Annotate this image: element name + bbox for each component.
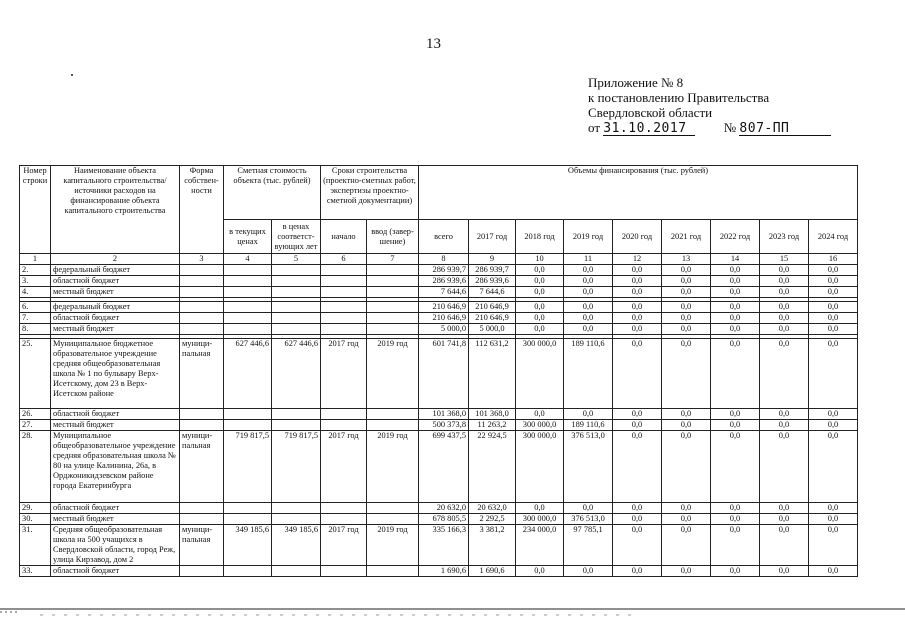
total-cell: 20 632,0 [419,503,469,514]
table-row [20,514,858,525]
year-value-cell: 2 292,5 [469,514,516,525]
header-year: 2023 год [760,220,809,254]
term-end-cell [367,503,419,514]
table-row [20,420,858,431]
year-value-cell: 0,0 [760,409,809,420]
term-end-cell [367,276,419,287]
year-value-cell: 0,0 [711,420,760,431]
year-value-cell: 210 646,9 [469,302,516,313]
object-name-cell: Муниципальное общеобразовательное учреждение средняя образовательная школа № 80 на улице Калинина, 26а, в Орджоникидзевском районе города Екатеринбурга [51,431,180,503]
ownership-cell [180,409,224,420]
header-term-end: ввод (завер-шение) [367,220,419,254]
year-value-cell: 0,0 [809,514,858,525]
total-cell: 101 368,0 [419,409,469,420]
column-number-cell: 4 [224,254,272,265]
row-number-cell: 8. [20,324,51,335]
term-start-cell [321,265,367,276]
header-total: всего [419,220,469,254]
year-value-cell: 0,0 [711,265,760,276]
year-value-cell: 0,0 [809,339,858,409]
object-name-cell: местный бюджет [51,287,180,298]
date-prefix: от [588,120,601,135]
object-name-cell: областной бюджет [51,276,180,287]
year-value-cell: 0,0 [516,265,564,276]
appendix-number: 807-ПП [739,122,831,136]
cost-years-cell: 627 446,6 [272,339,321,409]
year-value-cell: 0,0 [711,409,760,420]
year-value-cell: 0,0 [662,339,711,409]
cost-current-cell [224,324,272,335]
total-cell: 5 000,0 [419,324,469,335]
term-start-cell [321,514,367,525]
year-value-cell: 0,0 [613,302,662,313]
term-start-cell [321,313,367,324]
year-value-cell: 0,0 [662,287,711,298]
year-value-cell: 0,0 [516,276,564,287]
year-value-cell: 376 513,0 [564,431,613,503]
object-name-cell: федеральный бюджет [51,265,180,276]
year-value-cell: 0,0 [760,302,809,313]
cost-years-cell [272,514,321,525]
term-end-cell [367,514,419,525]
header-ownership: Форма собствен-ности [180,166,224,254]
year-value-cell: 0,0 [809,313,858,324]
table-row [20,265,858,276]
ownership-cell [180,276,224,287]
year-value-cell: 0,0 [711,313,760,324]
header-year: 2019 год [564,220,613,254]
ownership-cell [180,287,224,298]
total-cell: 210 646,9 [419,313,469,324]
year-value-cell: 0,0 [809,287,858,298]
ownership-cell [180,514,224,525]
term-end-cell [367,302,419,313]
cost-years-cell [272,420,321,431]
cost-years-cell [272,566,321,577]
year-value-cell: 0,0 [613,324,662,335]
cost-years-cell [272,276,321,287]
year-value-cell: 0,0 [711,324,760,335]
row-number-cell: 2. [20,265,51,276]
term-start-cell [321,503,367,514]
year-value-cell: 0,0 [711,302,760,313]
column-number-cell: 3 [180,254,224,265]
year-value-cell: 0,0 [760,265,809,276]
year-value-cell: 0,0 [516,503,564,514]
table-row [20,287,858,298]
total-cell: 286 939,6 [419,276,469,287]
ownership-cell [180,324,224,335]
year-value-cell: 0,0 [516,302,564,313]
year-value-cell: 0,0 [662,276,711,287]
column-number-cell: 5 [272,254,321,265]
column-number-cell: 15 [760,254,809,265]
object-name-cell: Муниципальное бюджетное образовательное учреждение средняя общеобразовательная школа № 1 по бульвару Верх-Исетскому, дом 23 в Верх-Исетском районе [51,339,180,409]
row-number-cell: 6. [20,302,51,313]
year-value-cell: 189 110,6 [564,420,613,431]
total-cell: 286 939,7 [419,265,469,276]
header-year: 2021 год [662,220,711,254]
year-value-cell: 0,0 [613,503,662,514]
ownership-cell [180,313,224,324]
year-value-cell: 0,0 [662,313,711,324]
object-name-cell: местный бюджет [51,420,180,431]
year-value-cell: 0,0 [613,566,662,577]
column-number-cell: 14 [711,254,760,265]
total-cell: 601 741,8 [419,339,469,409]
term-start-cell [321,276,367,287]
object-name-cell: федеральный бюджет [51,302,180,313]
header-term-start: начало [321,220,367,254]
term-end-cell [367,409,419,420]
year-value-cell: 0,0 [662,409,711,420]
term-end-cell [367,287,419,298]
year-value-cell: 0,0 [662,324,711,335]
object-name-cell: местный бюджет [51,514,180,525]
year-value-cell: 0,0 [760,287,809,298]
term-start-cell [321,409,367,420]
year-value-cell: 0,0 [662,566,711,577]
year-value-cell: 3 381,2 [469,525,516,566]
object-name-cell: областной бюджет [51,409,180,420]
cost-current-cell [224,313,272,324]
year-value-cell: 0,0 [809,265,858,276]
year-value-cell: 0,0 [564,409,613,420]
term-start-cell: 2017 год [321,339,367,409]
cost-years-cell [272,313,321,324]
year-value-cell: 0,0 [613,313,662,324]
year-value-cell: 0,0 [613,420,662,431]
cost-years-cell: 349 185,6 [272,525,321,566]
column-number-cell: 8 [419,254,469,265]
column-number-cell: 10 [516,254,564,265]
cost-current-cell: 349 185,6 [224,525,272,566]
year-value-cell: 0,0 [662,420,711,431]
year-value-cell: 0,0 [809,566,858,577]
cost-years-cell [272,302,321,313]
total-cell: 678 805,5 [419,514,469,525]
object-name-cell: местный бюджет [51,324,180,335]
year-value-cell: 0,0 [760,503,809,514]
year-value-cell: 0,0 [809,420,858,431]
year-value-cell: 0,0 [613,265,662,276]
year-value-cell: 0,0 [564,276,613,287]
term-end-cell [367,324,419,335]
row-number-cell: 27. [20,420,51,431]
table-row [20,409,858,420]
year-value-cell: 0,0 [613,276,662,287]
cost-current-cell [224,503,272,514]
ownership-cell [180,265,224,276]
ownership-cell [180,302,224,313]
year-value-cell: 0,0 [760,566,809,577]
term-start-cell [321,287,367,298]
year-value-cell: 0,0 [516,566,564,577]
ownership-cell [180,566,224,577]
number-prefix: № [723,120,737,135]
year-value-cell: 0,0 [613,431,662,503]
year-value-cell: 20 632,0 [469,503,516,514]
cost-years-cell [272,265,321,276]
year-value-cell: 0,0 [711,566,760,577]
column-number-cell: 7 [367,254,419,265]
year-value-cell: 0,0 [662,503,711,514]
year-value-cell: 0,0 [662,431,711,503]
appendix-date: 31.10.2017 [603,122,695,136]
ownership-cell: муници-пальная [180,339,224,409]
row-number-cell: 33. [20,566,51,577]
term-end-cell: 2019 год [367,431,419,503]
year-value-cell: 0,0 [662,514,711,525]
table-row [20,324,858,335]
cost-current-cell [224,287,272,298]
object-name-cell: областной бюджет [51,313,180,324]
funding-table [19,165,858,577]
year-value-cell: 0,0 [564,324,613,335]
scan-bottom-edge [0,606,905,640]
year-value-cell: 286 939,7 [469,265,516,276]
header-cost: Сметная стоимость объекта (тыс. рублей) [224,166,321,220]
year-value-cell: 1 690,6 [469,566,516,577]
year-value-cell: 0,0 [760,514,809,525]
year-value-cell: 0,0 [711,339,760,409]
scan-speck [71,74,73,76]
cost-current-cell [224,409,272,420]
cost-current-cell [224,276,272,287]
total-cell: 335 166,3 [419,525,469,566]
ownership-cell [180,420,224,431]
year-value-cell: 0,0 [516,287,564,298]
year-value-cell: 97 785,1 [564,525,613,566]
year-value-cell: 0,0 [809,302,858,313]
year-value-cell: 0,0 [760,313,809,324]
header-year: 2017 год [469,220,516,254]
year-value-cell: 112 631,2 [469,339,516,409]
year-value-cell: 11 263,2 [469,420,516,431]
column-number-cell: 12 [613,254,662,265]
year-value-cell: 300 000,0 [516,420,564,431]
column-number-cell: 13 [662,254,711,265]
table-row [20,503,858,514]
column-number-cell: 11 [564,254,613,265]
year-value-cell: 0,0 [516,324,564,335]
year-value-cell: 0,0 [662,265,711,276]
column-number-cell: 9 [469,254,516,265]
cost-current-cell [224,566,272,577]
row-number-cell: 7. [20,313,51,324]
cost-current-cell [224,302,272,313]
year-value-cell: 0,0 [809,409,858,420]
term-end-cell: 2019 год [367,525,419,566]
row-number-cell: 31. [20,525,51,566]
cost-years-cell: 719 817,5 [272,431,321,503]
year-value-cell: 300 000,0 [516,339,564,409]
year-value-cell: 0,0 [564,265,613,276]
term-start-cell [321,420,367,431]
year-value-cell: 0,0 [760,324,809,335]
year-value-cell: 0,0 [564,503,613,514]
year-value-cell: 286 939,6 [469,276,516,287]
column-number-cell: 16 [809,254,858,265]
term-end-cell: 2019 год [367,339,419,409]
appendix-line-2: к постановлению Правительства [588,90,770,105]
year-value-cell: 0,0 [564,287,613,298]
term-end-cell [367,313,419,324]
cost-current-cell [224,420,272,431]
year-value-cell: 210 646,9 [469,313,516,324]
year-value-cell: 0,0 [760,525,809,566]
total-cell: 1 690,6 [419,566,469,577]
year-value-cell: 7 644,6 [469,287,516,298]
year-value-cell: 0,0 [564,566,613,577]
term-start-cell: 2017 год [321,431,367,503]
row-number-cell: 29. [20,503,51,514]
row-number-cell: 28. [20,431,51,503]
term-end-cell [367,566,419,577]
column-number-cell: 2 [51,254,180,265]
table-row [20,313,858,324]
total-cell: 210 646,9 [419,302,469,313]
appendix-title: Приложение № 8 [588,75,684,90]
year-value-cell: 0,0 [760,276,809,287]
table-row [20,302,858,313]
column-number-cell: 1 [20,254,51,265]
ownership-cell: муници-пальная [180,525,224,566]
ownership-cell: муници-пальная [180,431,224,503]
header-year: 2024 год [809,220,858,254]
term-start-cell [321,324,367,335]
row-number-cell: 30. [20,514,51,525]
table-row [20,525,858,566]
year-value-cell: 0,0 [613,339,662,409]
cost-current-cell [224,265,272,276]
year-value-cell: 0,0 [564,302,613,313]
header-row-number: Номер строки [20,166,51,254]
table-row [20,566,858,577]
year-value-cell: 189 110,6 [564,339,613,409]
cost-current-cell [224,514,272,525]
header-year: 2020 год [613,220,662,254]
page-number: 13 [426,36,441,52]
year-value-cell: 0,0 [711,525,760,566]
term-start-cell [321,566,367,577]
table-row [20,339,858,409]
year-value-cell: 5 000,0 [469,324,516,335]
year-value-cell: 234 000,0 [516,525,564,566]
year-value-cell: 0,0 [564,313,613,324]
header-name: Наименование объекта капитального строительства/ источники расходов на финансирование объекта капитального строительства [51,166,180,254]
appendix-date-line [588,120,831,136]
year-value-cell: 300 000,0 [516,514,564,525]
term-start-cell [321,302,367,313]
ownership-cell [180,503,224,514]
row-number-cell: 26. [20,409,51,420]
object-name-cell: Средняя общеобразовательная школа на 500 учащихся в Свердловской области, город Реж, улица Кирзавод, дом 2 [51,525,180,566]
header-year: 2018 год [516,220,564,254]
total-cell: 7 644,6 [419,287,469,298]
object-name-cell: областной бюджет [51,503,180,514]
year-value-cell: 0,0 [809,324,858,335]
header-cost-years: в ценах соответст-вующих лет [272,220,321,254]
year-value-cell: 0,0 [711,503,760,514]
cost-current-cell: 719 817,5 [224,431,272,503]
year-value-cell: 0,0 [662,525,711,566]
year-value-cell: 0,0 [760,339,809,409]
row-number-cell: 4. [20,287,51,298]
column-number-row [20,254,858,265]
table-row [20,276,858,287]
total-cell: 500 373,8 [419,420,469,431]
year-value-cell: 0,0 [613,525,662,566]
cost-current-cell: 627 446,6 [224,339,272,409]
year-value-cell: 0,0 [613,409,662,420]
cost-years-cell [272,409,321,420]
year-value-cell: 0,0 [809,276,858,287]
year-value-cell: 0,0 [516,313,564,324]
header-funding: Объемы финансирования (тыс. рублей) [419,166,858,220]
year-value-cell: 0,0 [711,287,760,298]
table-row [20,431,858,503]
total-cell: 699 437,5 [419,431,469,503]
appendix-line-3: Свердловской области [588,105,713,120]
cost-years-cell [272,503,321,514]
appendix-header [588,75,831,136]
term-end-cell [367,420,419,431]
year-value-cell: 0,0 [760,431,809,503]
year-value-cell: 0,0 [516,409,564,420]
year-value-cell: 300 000,0 [516,431,564,503]
term-end-cell [367,265,419,276]
year-value-cell: 0,0 [613,514,662,525]
year-value-cell: 0,0 [711,276,760,287]
row-number-cell: 3. [20,276,51,287]
header-year: 2022 год [711,220,760,254]
year-value-cell: 0,0 [662,302,711,313]
year-value-cell: 0,0 [809,525,858,566]
year-value-cell: 0,0 [809,503,858,514]
year-value-cell: 0,0 [711,514,760,525]
cost-years-cell [272,324,321,335]
column-number-cell: 6 [321,254,367,265]
header-terms: Сроки строительства (проектно-сметных работ, экспертизы проектно-сметной документации) [321,166,419,220]
year-value-cell: 0,0 [809,431,858,503]
year-value-cell: 0,0 [711,431,760,503]
row-number-cell: 25. [20,339,51,409]
object-name-cell: областной бюджет [51,566,180,577]
year-value-cell: 376 513,0 [564,514,613,525]
year-value-cell: 101 368,0 [469,409,516,420]
term-start-cell: 2017 год [321,525,367,566]
cost-years-cell [272,287,321,298]
header-cost-current: в текущих ценах [224,220,272,254]
year-value-cell: 0,0 [760,420,809,431]
year-value-cell: 22 924,5 [469,431,516,503]
year-value-cell: 0,0 [613,287,662,298]
